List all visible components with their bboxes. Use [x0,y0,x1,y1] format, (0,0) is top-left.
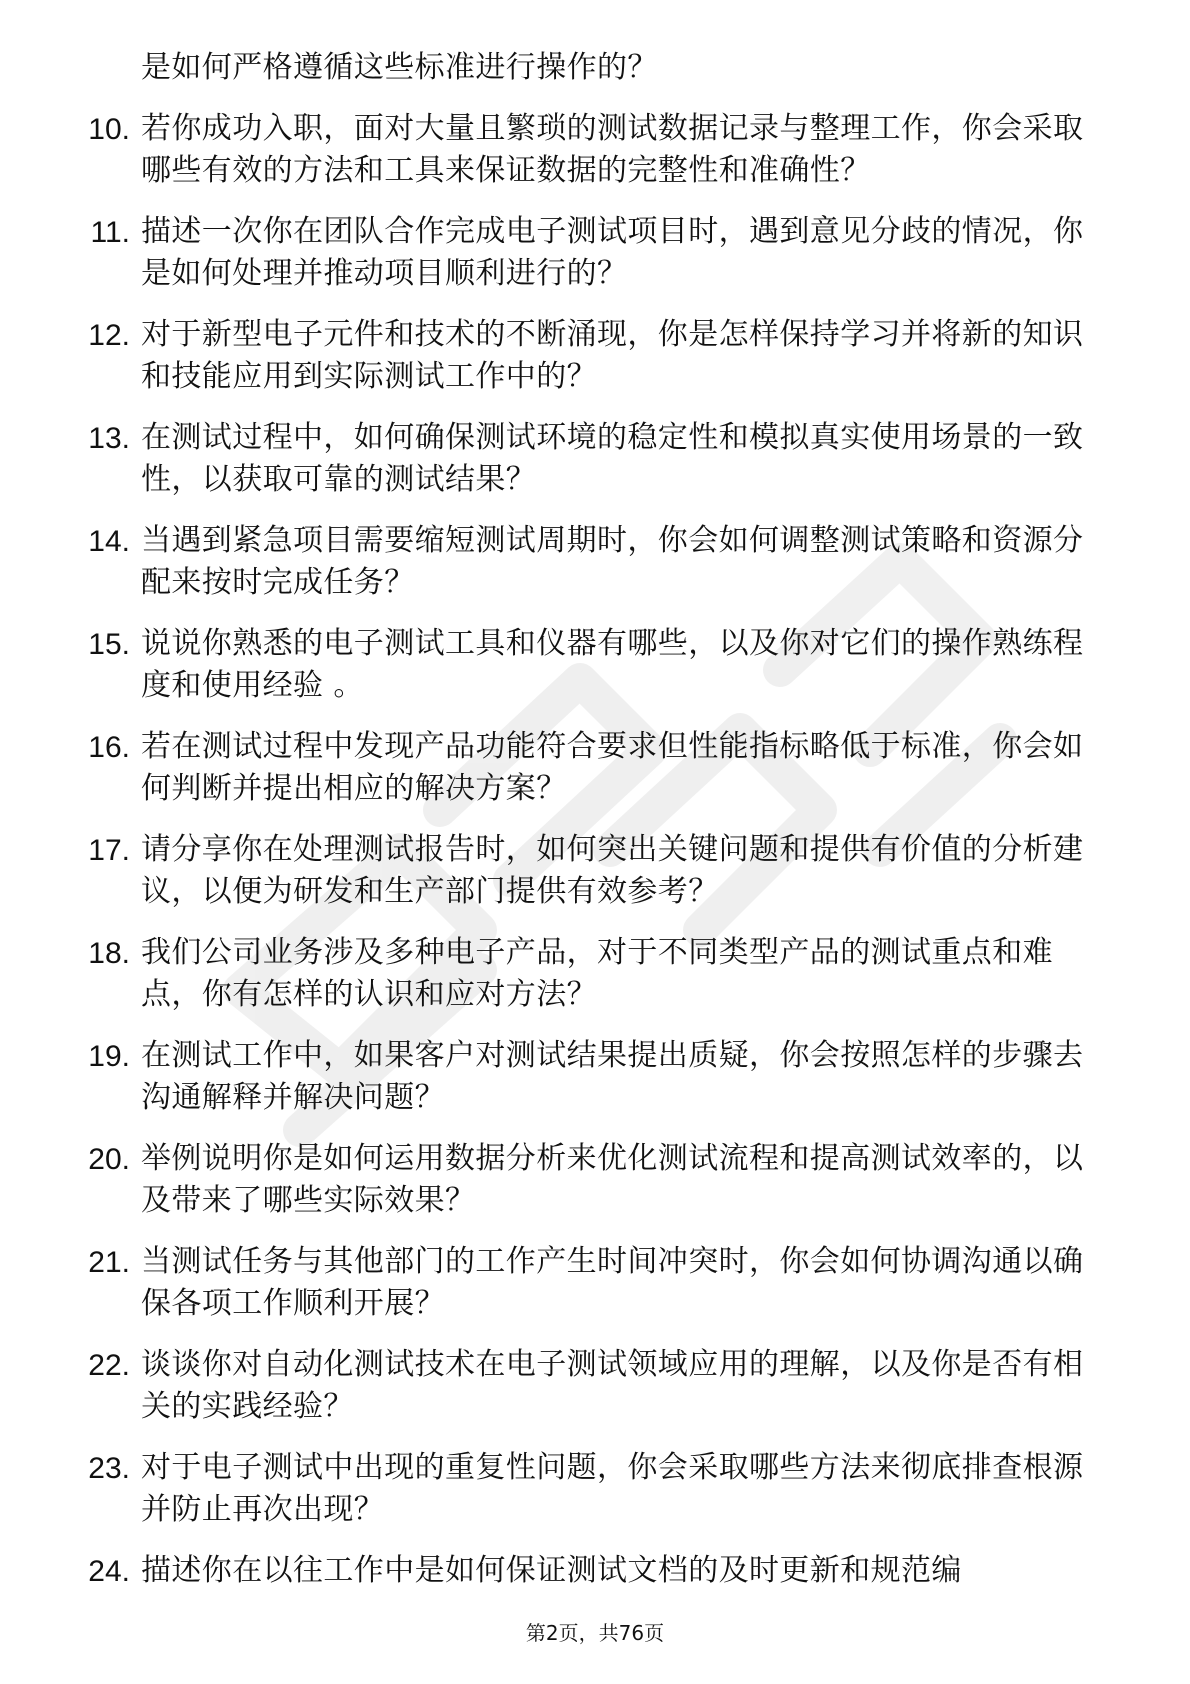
question-text: 举例说明你是如何运用数据分析来优化测试流程和提高测试效率的，以及带来了哪些实际效果？ [141,1141,1084,1218]
question-item [58,623,1108,707]
question-number: 17. [88,834,130,867]
question-text: 是如何严格遵循这些标准进行操作的？ [141,50,658,85]
question-text: 我们公司业务涉及多种电子产品，对于不同类型产品的测试重点和难点，你有怎样的认识和应对方法？ [141,935,1053,1012]
question-item [58,47,1108,89]
question-text: 若在测试过程中发现产品功能符合要求但性能指标略低于标准，你会如何判断并提出相应的解决方案？ [141,729,1084,806]
question-text: 对于电子测试中出现的重复性问题，你会采取哪些方法来彻底排查根源并防止再次出现？ [141,1450,1084,1527]
question-item [58,1550,1108,1592]
question-number: 23. [88,1452,130,1485]
question-item [58,1344,1108,1428]
question-number: 14. [88,525,130,558]
question-item [58,520,1108,604]
question-number: 10. [88,113,130,146]
question-item [58,829,1108,913]
question-text: 当测试任务与其他部门的工作产生时间冲突时，你会如何协调沟通以确保各项工作顺利开展？ [141,1244,1084,1321]
question-number: 18. [88,937,130,970]
question-item [58,1241,1108,1325]
question-item [58,211,1108,295]
page-number-label: 第2页，共76页 [525,1621,665,1645]
question-number: 16. [88,731,130,764]
question-text: 说说你熟悉的电子测试工具和仪器有哪些，以及你对它们的操作熟练程度和使用经验 。 [141,626,1084,703]
question-text: 谈谈你对自动化测试技术在电子测试领域应用的理解，以及你是否有相关的实践经验？ [141,1347,1084,1424]
question-number: 19. [88,1040,130,1073]
question-item [58,932,1108,1016]
question-item [58,108,1108,192]
question-item [58,314,1108,398]
question-item [58,1138,1108,1222]
question-number: 22. [88,1349,130,1382]
question-item [58,1035,1108,1119]
question-text: 对于新型电子元件和技术的不断涌现，你是怎样保持学习并将新的知识和技能应用到实际测试工作中的？ [141,317,1084,394]
question-text: 在测试过程中，如何确保测试环境的稳定性和模拟真实使用场景的一致性，以获取可靠的测试结果？ [141,420,1084,497]
question-list [58,47,1108,1611]
question-item [58,1447,1108,1531]
question-number: 15. [88,628,130,661]
question-text: 若你成功入职，面对大量且繁琐的测试数据记录与整理工作，你会采取哪些有效的方法和工具来保证数据的完整性和准确性？ [141,111,1084,188]
question-item [58,417,1108,501]
question-text: 请分享你在处理测试报告时，如何突出关键问题和提供有价值的分析建议，以便为研发和生产部门提供有效参考？ [141,832,1084,909]
question-number: 13. [88,422,130,455]
question-number: 21. [88,1246,130,1279]
question-number: 20. [88,1143,130,1176]
question-text: 描述一次你在团队合作完成电子测试项目时，遇到意见分歧的情况，你是如何处理并推动项目顺利进行的？ [141,214,1084,291]
question-text: 当遇到紧急项目需要缩短测试周期时，你会如何调整测试策略和资源分配来按时完成任务？ [141,523,1084,600]
question-number: 12. [88,319,130,352]
question-text: 描述你在以往工作中是如何保证测试文档的及时更新和规范编 [141,1553,962,1588]
page-footer [0,1620,1190,1646]
question-number: 24. [88,1555,130,1588]
question-text: 在测试工作中，如果客户对测试结果提出质疑，你会按照怎样的步骤去沟通解释并解决问题？ [141,1038,1084,1115]
question-item [58,726,1108,810]
question-number: 11. [90,216,130,249]
